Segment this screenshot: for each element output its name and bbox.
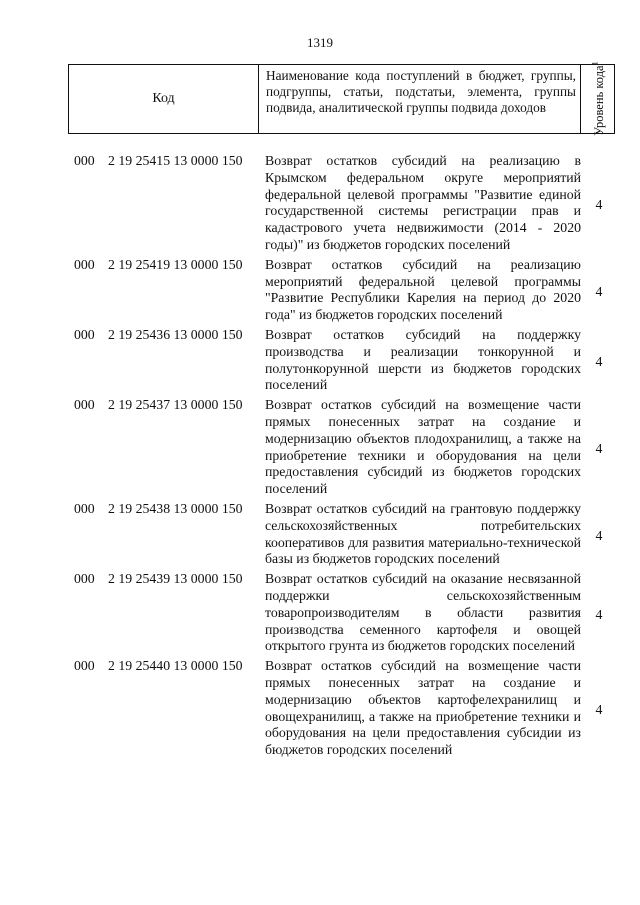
row-code: 2 19 25436 13 0000 150 xyxy=(108,326,243,342)
row-level: 4 xyxy=(595,354,603,370)
row-name: Возврат остатков субсидий на поддержку производства и реализации тонкорунной и полутонкорунной шерсти из бюджетов городских поселений xyxy=(265,326,581,393)
row-admin-code: 000 xyxy=(74,153,95,168)
row-level: 4 xyxy=(595,283,603,299)
row-name: Возврат остатков субсидий на реализацию мероприятий федеральной целевой программы "Развитие Республики Карелия на период до 2020 года" из бюджетов городских поселений xyxy=(265,256,581,323)
table-row xyxy=(0,153,640,257)
row-admin-code: 000 xyxy=(74,571,95,587)
row-level: 4 xyxy=(595,606,603,622)
row-name: Возврат остатков субсидий на грантовую поддержку сельскохозяйственных потребительских кооперативов для развития материально-технической базы из бюджетов городских поселений xyxy=(265,500,581,567)
row-code: 2 19 25438 13 0000 150 xyxy=(108,500,243,516)
table-row xyxy=(0,397,640,501)
row-admin-code: 000 xyxy=(74,500,95,516)
row-code: 2 19 25439 13 0000 150 xyxy=(108,571,243,587)
row-code: 2 19 25440 13 0000 150 xyxy=(108,658,243,674)
header-level-footnote: 1 xyxy=(590,61,600,66)
row-admin-code: 000 xyxy=(74,658,95,674)
table-row xyxy=(0,257,640,327)
header-level xyxy=(589,62,606,136)
header-level-cell xyxy=(581,61,614,137)
row-level: 4 xyxy=(595,441,603,457)
row-admin-code: 000 xyxy=(74,397,95,413)
row-level: 4 xyxy=(595,528,603,544)
row-code: 2 19 25415 13 0000 150 xyxy=(108,153,243,168)
table-row xyxy=(0,501,640,571)
row-level: 4 xyxy=(595,196,603,212)
row-code: 2 19 25437 13 0000 150 xyxy=(108,397,243,413)
table-header xyxy=(68,61,615,137)
page-number: 1319 xyxy=(307,35,333,50)
row-admin-code: 000 xyxy=(74,256,95,272)
header-code: Код xyxy=(69,65,259,133)
header-level-text: Уровень кода xyxy=(592,65,607,137)
header-name: Наименование кода поступлений в бюджет, группы, подгруппы, статьи, подстатьи, элемента, группы подвида, аналитической группы подвида доходов xyxy=(259,65,581,133)
table-body xyxy=(0,153,640,762)
row-name: Возврат остатков субсидий на реализацию в Крымском федеральном округе мероприятий федеральной целевой программы "Развитие единой государственной системы регистрации прав и кадастрового учета недвижимости (2014 - 2020 годы)" из бюджетов городских поселений xyxy=(265,153,581,252)
row-name: Возврат остатков субсидий на оказание несвязанной поддержки сельскохозяйственным товаропроизводителям в области развития производства семенного картофеля и овощей открытого грунта из бюджетов городских поселений xyxy=(265,571,581,654)
row-name: Возврат остатков субсидий на возмещение части прямых понесенных затрат на создание и модернизацию объектов картофелехранилищ и овощехранилищ, а также на приобретение техники и оборудования на цели предоставления субсидии из бюджетов городских поселений xyxy=(265,658,581,758)
row-code: 2 19 25419 13 0000 150 xyxy=(108,256,243,272)
table-row xyxy=(0,658,640,762)
table-row xyxy=(0,571,640,658)
row-admin-code: 000 xyxy=(74,326,95,342)
row-name: Возврат остатков субсидий на возмещение части прямых понесенных затрат на создание и модернизацию объектов плодохранилищ, а также на приобретение техники и оборудования на цели предоставления субсидий из бюджетов городских поселений xyxy=(265,397,581,497)
row-level: 4 xyxy=(595,702,603,717)
table-row xyxy=(0,327,640,397)
